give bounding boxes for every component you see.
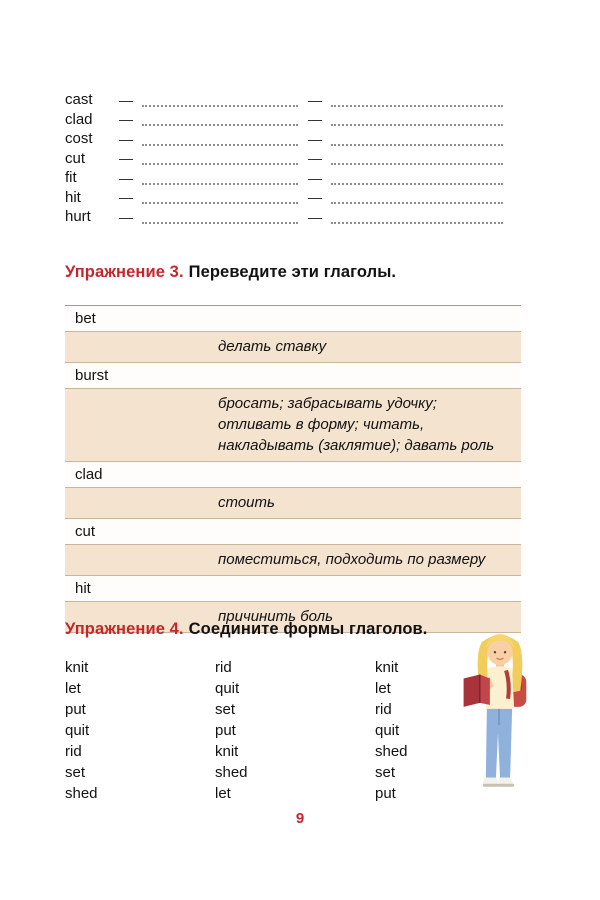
table-row-verb: [65, 462, 521, 488]
verb-label: cost: [65, 130, 93, 148]
verb-text: clad: [75, 466, 103, 483]
exercise3-label: Упражнение 3.: [65, 263, 184, 281]
dash: —: [308, 169, 322, 186]
verb-word: shed: [375, 743, 408, 760]
dotted-blank-line: [142, 190, 298, 204]
dotted-blank-line: [142, 112, 298, 126]
verb-text: burst: [75, 367, 109, 384]
translation-text: причинить боль: [218, 608, 333, 625]
verb-text: bet: [75, 310, 96, 327]
dotted-blank-line: [142, 93, 298, 107]
verb-word: rid: [375, 701, 392, 718]
exercise4-title: Соедините формы глаголов.: [188, 620, 428, 638]
dotted-blank-line: [142, 151, 298, 165]
dash: —: [119, 208, 133, 225]
table-row-translation: [65, 332, 521, 363]
verb-text: cut: [75, 523, 96, 540]
dotted-blank-line: [142, 171, 298, 185]
fill-row: [65, 110, 515, 130]
table-row-translation: [65, 488, 521, 519]
ex4-column-2: [215, 657, 375, 804]
dash: —: [119, 111, 133, 128]
girl-illustration: [448, 628, 552, 810]
exercise3-title: Переведите эти глаголы.: [188, 263, 397, 281]
dotted-blank-line: [331, 112, 503, 126]
dotted-blank-line: [331, 210, 503, 224]
verb-label: hurt: [65, 208, 91, 226]
verb-word: quit: [375, 722, 400, 739]
dash: —: [308, 189, 322, 206]
verb-word: shed: [215, 764, 248, 781]
fill-row: [65, 90, 515, 110]
verb-word: let: [215, 785, 231, 802]
dash: —: [308, 91, 322, 108]
translation-text: стоить: [218, 494, 275, 511]
dotted-blank-line: [331, 171, 503, 185]
dash: —: [308, 111, 322, 128]
exercise4-label: Упражнение 4.: [65, 620, 184, 638]
verb-word: shed: [65, 785, 98, 802]
dotted-blank-line: [331, 190, 503, 204]
table-row-verb: [65, 363, 521, 389]
table-row-verb: [65, 306, 521, 332]
dotted-blank-line: [331, 151, 503, 165]
verb-word: quit: [215, 680, 240, 697]
verb-label: fit: [65, 169, 77, 187]
verb-word: let: [375, 680, 391, 697]
verb-word: knit: [215, 743, 239, 760]
verb-word: rid: [215, 659, 232, 676]
verb-word: put: [65, 701, 86, 718]
fill-row: [65, 207, 515, 227]
dotted-blank-line: [142, 132, 298, 146]
verb-word: set: [65, 764, 86, 781]
exercise3-table: [65, 305, 521, 633]
dotted-blank-line: [331, 132, 503, 146]
dash: —: [119, 189, 133, 206]
verb-label: cast: [65, 91, 93, 109]
dotted-blank-line: [142, 210, 298, 224]
ex4-column-1: [65, 657, 215, 804]
verb-text: hit: [75, 580, 91, 597]
translation-text: бросать; забрасывать удочку; отливать в форму; читать, накладывать (заклятие); давать роль: [218, 395, 495, 454]
verb-word: set: [215, 701, 236, 718]
verb-label: hit: [65, 188, 81, 206]
dash: —: [119, 91, 133, 108]
page-number: 9: [295, 810, 305, 827]
dash: —: [308, 130, 322, 147]
verb-label: cut: [65, 149, 86, 167]
verb-word: put: [375, 785, 396, 802]
fill-row: [65, 168, 515, 188]
fill-in-list: [65, 90, 515, 227]
dash: —: [119, 130, 133, 147]
table-row-translation: [65, 545, 521, 576]
translation-text: делать ставку: [218, 338, 327, 355]
girl-reading-book-drawing: [448, 628, 552, 810]
fill-row: [65, 129, 515, 149]
fill-row: [65, 188, 515, 208]
verb-word: let: [65, 680, 81, 697]
dotted-blank-line: [331, 93, 503, 107]
dash: —: [308, 208, 322, 225]
verb-word: quit: [65, 722, 90, 739]
verb-label: clad: [65, 110, 93, 128]
exercise3-heading: [65, 263, 396, 282]
verb-word: knit: [375, 659, 399, 676]
exercise4-heading: [65, 620, 427, 639]
table-row-translation: [65, 389, 521, 462]
verb-word: rid: [65, 743, 82, 760]
dash: —: [308, 150, 322, 167]
exercise4-word-columns: [65, 657, 465, 804]
verb-word: knit: [65, 659, 89, 676]
dash: —: [119, 150, 133, 167]
table-row-verb: [65, 576, 521, 602]
table-row-verb: [65, 519, 521, 545]
dash: —: [119, 169, 133, 186]
fill-row: [65, 149, 515, 169]
translation-text: поместиться, подходить по размеру: [218, 551, 486, 568]
verb-word: set: [375, 764, 396, 781]
verb-word: put: [215, 722, 236, 739]
